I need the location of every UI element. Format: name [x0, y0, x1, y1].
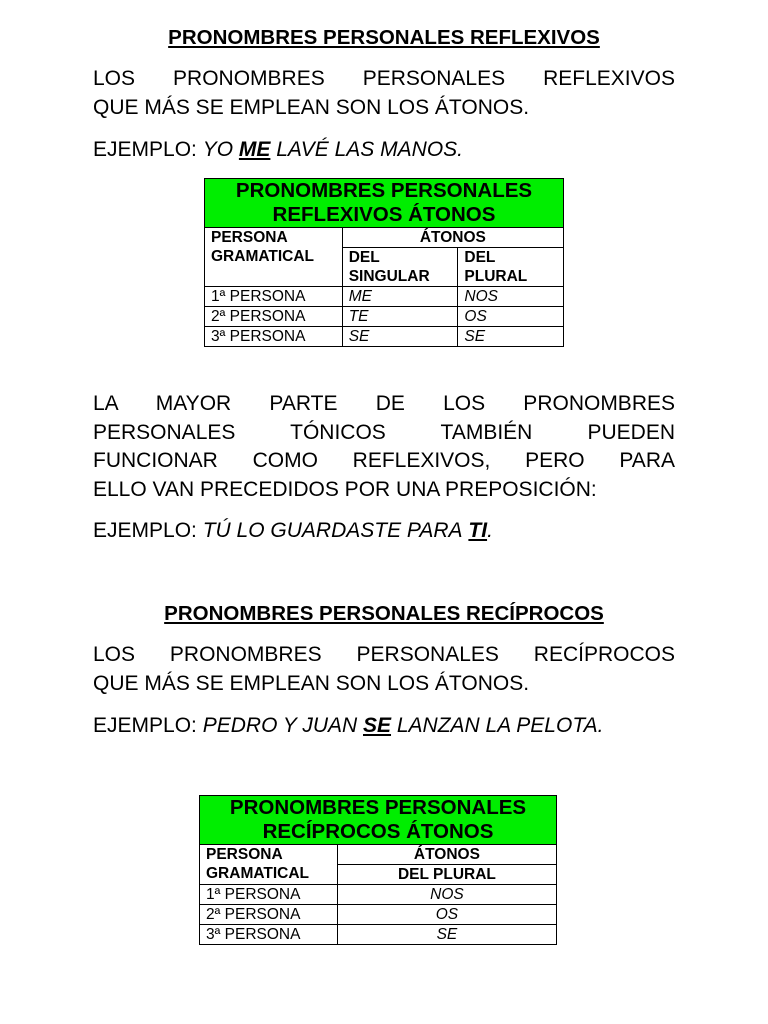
cell-plural: OS	[337, 905, 556, 925]
cell-plural: NOS	[337, 885, 556, 905]
column-header-text: PLURAL	[464, 268, 528, 285]
cell-persona: 2ª PERSONA	[205, 307, 343, 327]
cell-plural: OS	[458, 307, 564, 327]
cell-singular: ME	[342, 287, 458, 307]
column-header-persona	[205, 228, 343, 287]
example-key-pronoun: ME	[238, 138, 271, 161]
example-label: EJEMPLO:	[93, 714, 197, 737]
column-header-plural	[458, 248, 564, 287]
table-row	[205, 327, 564, 347]
table-row	[200, 925, 557, 945]
example-tonico	[93, 517, 493, 545]
table-row	[205, 287, 564, 307]
paragraph-tonicos	[93, 390, 675, 504]
example-key-pronoun: TI	[468, 519, 488, 542]
paragraph-line: ELLO VAN PRECEDIDOS POR UNA PREPOSICIÓN:	[93, 477, 597, 501]
paragraph-line: PERSONALES TÓNICOS TAMBIÉN PUEDEN	[93, 420, 675, 444]
example-pre: TÚ LO GUARDASTE PARA	[202, 519, 463, 542]
column-header-text: GRAMATICAL	[211, 248, 315, 265]
example-label: EJEMPLO:	[93, 519, 197, 542]
cell-singular: SE	[342, 327, 458, 347]
example-pre: YO	[202, 138, 234, 161]
intro-line: QUE MÁS SE EMPLEAN SON LOS ÁTONOS.	[93, 95, 530, 119]
intro-line: LOS PRONOMBRES PERSONALES RECÍPROCOS	[93, 643, 675, 666]
example-label: EJEMPLO:	[93, 138, 197, 161]
intro-line: QUE MÁS SE EMPLEAN SON LOS ÁTONOS.	[93, 671, 530, 695]
column-header-atonos: ÁTONOS	[342, 228, 563, 248]
intro-reflexivos	[93, 65, 675, 122]
cell-persona: 3ª PERSONA	[200, 925, 338, 945]
column-header-text: DEL	[348, 249, 380, 266]
column-header-text: PERSONA	[206, 846, 283, 863]
section-title-reciprocos: PRONOMBRES PERSONALES RECÍPROCOS	[164, 602, 604, 625]
column-header-plural: DEL PLURAL	[337, 865, 556, 885]
example-post: .	[487, 519, 493, 542]
column-header-text: GRAMATICAL	[206, 865, 310, 882]
example-reflexivo	[93, 136, 463, 164]
intro-line: LOS PRONOMBRES PERSONALES REFLEXIVOS	[93, 67, 675, 90]
cell-persona: 1ª PERSONA	[205, 287, 343, 307]
cell-persona: 2ª PERSONA	[200, 905, 338, 925]
paragraph-line: LA MAYOR PARTE DE LOS PRONOMBRES	[93, 392, 675, 415]
cell-plural: NOS	[458, 287, 564, 307]
table-reciprocos-atonos	[199, 795, 557, 945]
column-header-persona	[200, 845, 338, 885]
example-post: LANZAN LA PELOTA.	[396, 714, 604, 737]
column-header-text: PERSONA	[211, 229, 288, 246]
example-post: LAVÉ LAS MANOS.	[276, 138, 463, 161]
column-header-text: DEL	[464, 249, 496, 266]
intro-reciprocos	[93, 641, 675, 698]
table-title-line: PRONOMBRES PERSONALES	[235, 179, 533, 202]
table-title-line: REFLEXIVOS ÁTONOS	[272, 203, 496, 226]
column-header-singular	[342, 248, 458, 287]
table-title	[205, 179, 564, 228]
table-title-line: RECÍPROCOS ÁTONOS	[262, 820, 494, 843]
table-row	[205, 307, 564, 327]
section-title-reflexivos: PRONOMBRES PERSONALES REFLEXIVOS	[168, 26, 600, 49]
column-header-atonos: ÁTONOS	[337, 845, 556, 865]
column-header-text: SINGULAR	[348, 268, 430, 285]
example-reciproco	[93, 712, 603, 740]
table-row	[200, 905, 557, 925]
cell-persona: 3ª PERSONA	[205, 327, 343, 347]
example-pre: PEDRO Y JUAN	[202, 714, 358, 737]
table-reflexivos-atonos	[204, 178, 564, 347]
table-title	[200, 796, 557, 845]
table-row	[200, 885, 557, 905]
cell-singular: TE	[342, 307, 458, 327]
paragraph-line: FUNCIONAR COMO REFLEXIVOS, PERO PARA	[93, 449, 675, 472]
cell-persona: 1ª PERSONA	[200, 885, 338, 905]
cell-plural: SE	[458, 327, 564, 347]
table-title-line: PRONOMBRES PERSONALES	[229, 796, 527, 819]
cell-plural: SE	[337, 925, 556, 945]
example-key-pronoun: SE	[363, 714, 392, 737]
